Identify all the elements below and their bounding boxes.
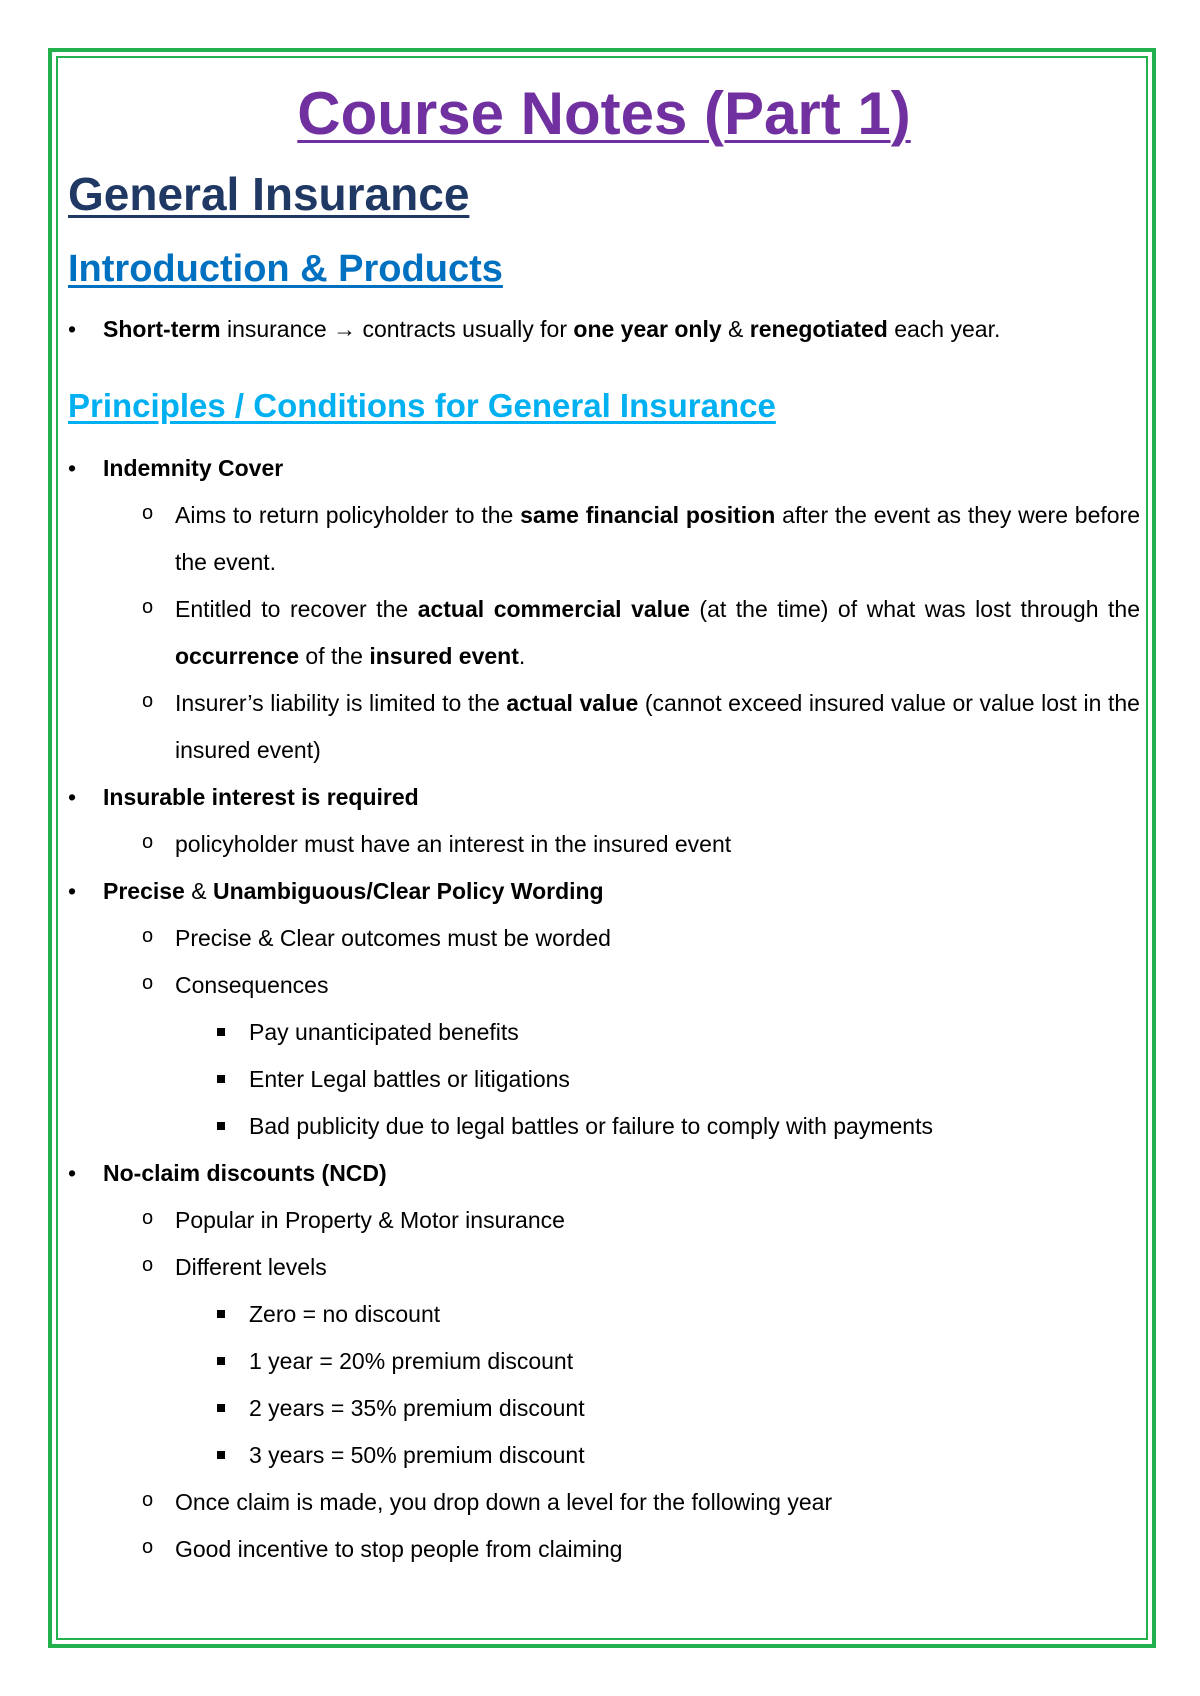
document-body bbox=[68, 60, 1140, 1573]
heading-principles-conditions: Principles / Conditions for General Insurance bbox=[68, 387, 776, 424]
term-actual-value: actual value bbox=[506, 690, 639, 716]
sub-bullet-precise-1: o Precise & Clear outcomes must be worded bbox=[68, 915, 1140, 962]
bullet-indemnity-cover bbox=[68, 445, 1140, 492]
sub-bullet-consequences: o Consequences bbox=[68, 962, 1140, 1009]
text-span: Aims to return policyholder to the bbox=[175, 502, 521, 528]
ncd-level-3-years: 3 years = 50% premium discount bbox=[68, 1432, 1140, 1479]
term-one-year-only: one year only bbox=[573, 316, 722, 342]
text-span: (at the time) of what was lost through the bbox=[689, 596, 1141, 622]
consequence-item-3: Bad publicity due to legal battles or failure to comply with payments bbox=[68, 1103, 1140, 1150]
text-span: & bbox=[721, 316, 750, 342]
heading-introduction-products: Introduction & Products bbox=[68, 248, 503, 290]
bullet-insurable-interest bbox=[68, 774, 1140, 821]
sub-bullet-ncd-levels: o Different levels bbox=[68, 1244, 1140, 1291]
ncd-label: No-claim discounts (NCD) bbox=[103, 1160, 387, 1186]
term-precise: Precise bbox=[103, 878, 185, 904]
sub-bullet-ncd-incentive: o Good incentive to stop people from claiming bbox=[68, 1526, 1140, 1573]
sub-bullet-ncd-popular: o Popular in Property & Motor insurance bbox=[68, 1197, 1140, 1244]
text-span: (cannot exceed insured value or value lost in the insured event) bbox=[175, 690, 1140, 763]
consequence-item-1: Pay unanticipated benefits bbox=[68, 1009, 1140, 1056]
sub-bullet-indemnity-3 bbox=[68, 680, 1140, 774]
ncd-level-1-year: 1 year = 20% premium discount bbox=[68, 1338, 1140, 1385]
intro-list bbox=[68, 306, 1140, 353]
bullet-no-claim-discounts bbox=[68, 1150, 1140, 1197]
sub-bullet-insurable-1: o policyholder must have an interest in the insured event bbox=[68, 821, 1140, 868]
term-renegotiated: renegotiated bbox=[749, 316, 888, 342]
text-span: Insurer’s liability is limited to the bbox=[175, 690, 507, 716]
text-span: each year. bbox=[887, 316, 1001, 342]
ncd-level-zero: Zero = no discount bbox=[68, 1291, 1140, 1338]
term-actual-commercial-value: actual commercial value bbox=[417, 596, 690, 622]
ncd-level-2-years: 2 years = 35% premium discount bbox=[68, 1385, 1140, 1432]
sub-bullet-indemnity-1 bbox=[68, 492, 1140, 586]
term-unambiguous-wording: Unambiguous/Clear Policy Wording bbox=[212, 878, 604, 904]
text-span: . bbox=[518, 643, 526, 669]
term-same-financial-position: same financial position bbox=[520, 502, 776, 528]
document-title: Course Notes (Part 1) bbox=[297, 80, 911, 147]
term-insured-event: insured event bbox=[369, 643, 519, 669]
text-span: Entitled to recover the bbox=[175, 596, 418, 622]
text-span: insurance → contracts usually for bbox=[220, 316, 574, 342]
heading-general-insurance: General Insurance bbox=[68, 168, 470, 220]
bullet-precise-wording bbox=[68, 868, 1140, 915]
insurable-label: Insurable interest is required bbox=[103, 784, 419, 810]
term-occurrence: occurrence bbox=[175, 643, 300, 669]
text-span: & bbox=[184, 878, 213, 904]
bullet-short-term bbox=[68, 306, 1140, 353]
text-span: of the bbox=[299, 643, 370, 669]
term-short-term: Short-term bbox=[103, 316, 221, 342]
text-span: after the event as they were before the event. bbox=[175, 502, 1141, 575]
principles-list bbox=[68, 445, 1140, 1573]
sub-bullet-ncd-drop-level: o Once claim is made, you drop down a level for the following year bbox=[68, 1479, 1140, 1526]
indemnity-label: Indemnity Cover bbox=[103, 455, 284, 481]
consequence-item-2: Enter Legal battles or litigations bbox=[68, 1056, 1140, 1103]
sub-bullet-indemnity-2 bbox=[68, 586, 1140, 680]
